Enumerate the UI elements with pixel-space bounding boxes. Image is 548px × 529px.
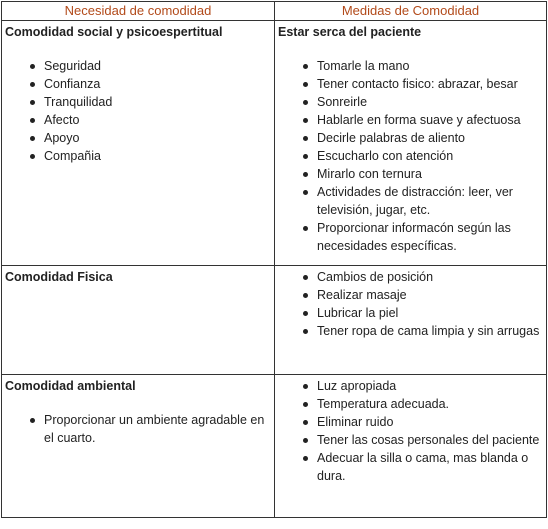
header-measures: Medidas de Comodidad [275,2,547,21]
measure-list-environmental [278,377,543,485]
bullet-icon [30,100,35,105]
need-cell-environmental [2,375,275,518]
bullet-icon [30,136,35,141]
list-item: Compañia [5,147,271,165]
measure-title-social: Estar serca del paciente [278,25,422,39]
need-title-physical: Comodidad Fisica [5,270,113,284]
bullet-icon [30,64,35,69]
list-item: Realizar masaje [278,286,543,304]
bullet-icon [303,329,308,334]
need-list-social [5,57,271,165]
list-item: Cambios de posición [278,268,543,286]
list-item: Confianza [5,75,271,93]
table-row-social [2,21,547,266]
measure-list-social [278,57,543,255]
list-item: Tener ropa de cama limpia y sin arrugas [278,322,543,340]
list-item: Lubricar la piel [278,304,543,322]
header-need: Necesidad de comodidad [2,2,275,21]
comfort-table [1,1,547,518]
bullet-icon [303,402,308,407]
bullet-icon [303,190,308,195]
need-title-environmental: Comodidad ambiental [5,379,136,393]
measure-cell-environmental [275,375,547,518]
list-item: Afecto [5,111,271,129]
bullet-icon [303,172,308,177]
list-item: Actividades de distracción: leer, ver televisión, jugar, etc. [278,183,543,219]
list-item: Adecuar la silla o cama, mas blanda o dura. [278,449,543,485]
list-item: Seguridad [5,57,271,75]
list-item: Luz apropiada [278,377,543,395]
need-list-environmental [5,411,271,447]
list-item: Tranquilidad [5,93,271,111]
table-row-physical [2,266,547,375]
bullet-icon [303,456,308,461]
bullet-icon [303,100,308,105]
bullet-icon [303,275,308,280]
bullet-icon [303,384,308,389]
list-item: Mirarlo con ternura [278,165,543,183]
list-item: Temperatura adecuada. [278,395,543,413]
list-item: Escucharlo con atención [278,147,543,165]
bullet-icon [303,293,308,298]
bullet-icon [303,438,308,443]
list-item: Decirle palabras de aliento [278,129,543,147]
bullet-icon [303,420,308,425]
list-item: Tener las cosas personales del paciente [278,431,543,449]
need-cell-physical [2,266,275,375]
bullet-icon [303,136,308,141]
measure-list-physical [278,268,543,340]
need-cell-social [2,21,275,266]
list-item: Tomarle la mano [278,57,543,75]
table-header-row [2,2,547,21]
bullet-icon [30,118,35,123]
list-item: Proporcionar informacón según las necesidades específicas. [278,219,543,255]
list-item: Hablarle en forma suave y afectuosa [278,111,543,129]
list-item: Sonreirle [278,93,543,111]
bullet-icon [303,64,308,69]
bullet-icon [303,118,308,123]
list-item: Proporcionar un ambiente agradable en el cuarto. [5,411,271,447]
need-title-social: Comodidad social y psicoespertitual [5,25,223,39]
list-item: Eliminar ruido [278,413,543,431]
bullet-icon [30,418,35,423]
measure-cell-physical [275,266,547,375]
table-row-environmental [2,375,547,518]
list-item: Apoyo [5,129,271,147]
bullet-icon [303,82,308,87]
list-item: Tener contacto fisico: abrazar, besar [278,75,543,93]
measure-cell-social [275,21,547,266]
bullet-icon [303,311,308,316]
bullet-icon [303,154,308,159]
bullet-icon [30,154,35,159]
bullet-icon [303,226,308,231]
bullet-icon [30,82,35,87]
